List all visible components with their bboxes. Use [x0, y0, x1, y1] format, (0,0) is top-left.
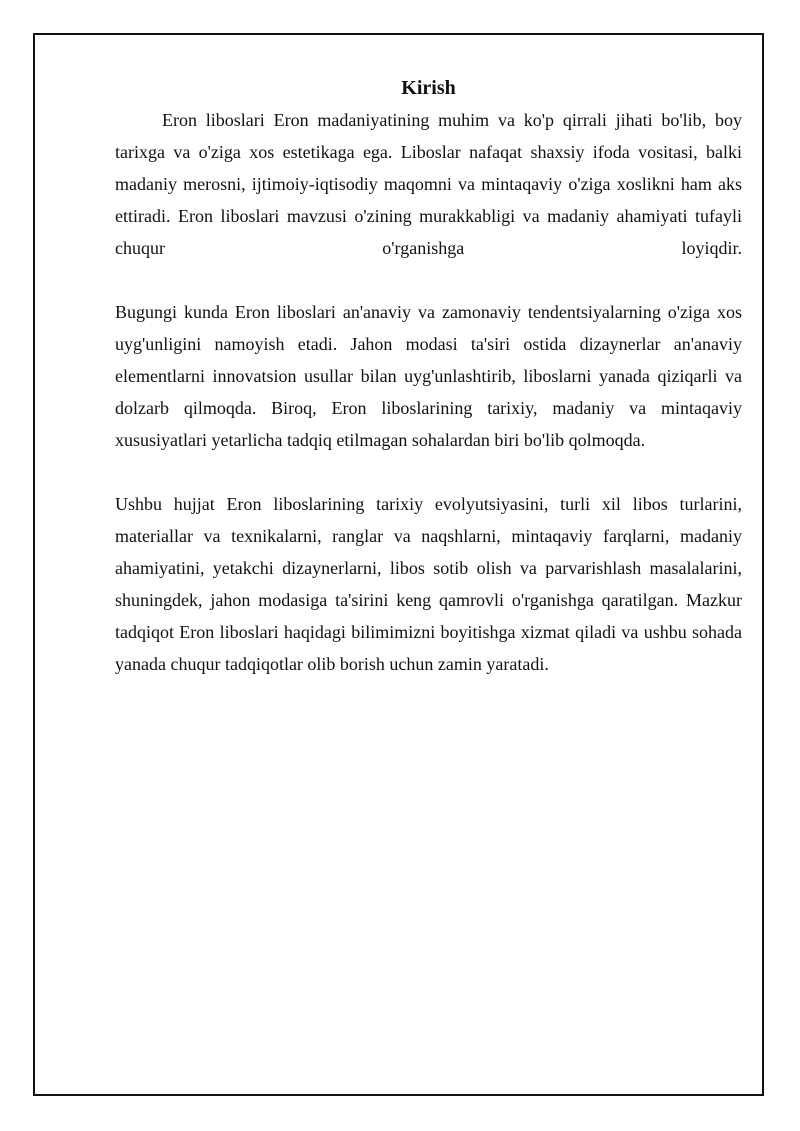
paragraph-current-trends: Bugungi kunda Eron liboslari an'anaviy va zamonaviy tendentsiyalarning o'ziga xos uyg'unligini namoyish etadi. Jahon modasi ta'siri ostida dizaynerlar an'anaviy elementlarni innovatsion usullar bilan uyg'unlashtirib, liboslarni yanada qiziqarli va dolzarb qilmoqda. Biroq, Eron liboslarining tarixiy, madaniy va mintaqaviy xususiyatlari yetarlicha tadqiq etilmagan sohalardan biri bo'lib qolmoqda.: [115, 302, 742, 450]
paragraph-intro: Eron liboslari Eron madaniyatining muhim va ko'p qirrali jihati bo'lib, boy tarixga va o'ziga xos estetikaga ega. Liboslar nafaqat shaxsiy ifoda vositasi, balki madaniy merosni, ijtimoiy-iqtisodiy maqomni va mintaqaviy o'ziga xoslikni ham aks ettiradi. Eron liboslari mavzusi o'zining murakkabligi va madaniy ahamiyati tufayli chuqur o'rganishga loyiqdir.: [115, 110, 742, 258]
paragraph-document-aims: Ushbu hujjat Eron liboslarining tarixiy evolyutsiyasini, turli xil libos turlarini, materiallar va texnikalarni, ranglar va naqshlarni, mintaqaviy farqlarni, madaniy ahamiyatini, yetakchi dizaynerlarni, libos sotib olish va parvarishlash masalalarini, shuningdek, jahon modasiga ta'sirini keng qamrovli o'rganishga qaratilgan. Mazkur tadqiqot Eron liboslari haqidagi bilimimizni boyitishga xizmat qiladi va ushbu sohada yanada chuqur tadqiqotlar olib borish uchun zamin yaratadi.: [115, 494, 742, 674]
document-title: Kirish: [401, 77, 456, 99]
document-body: [115, 72, 742, 712]
